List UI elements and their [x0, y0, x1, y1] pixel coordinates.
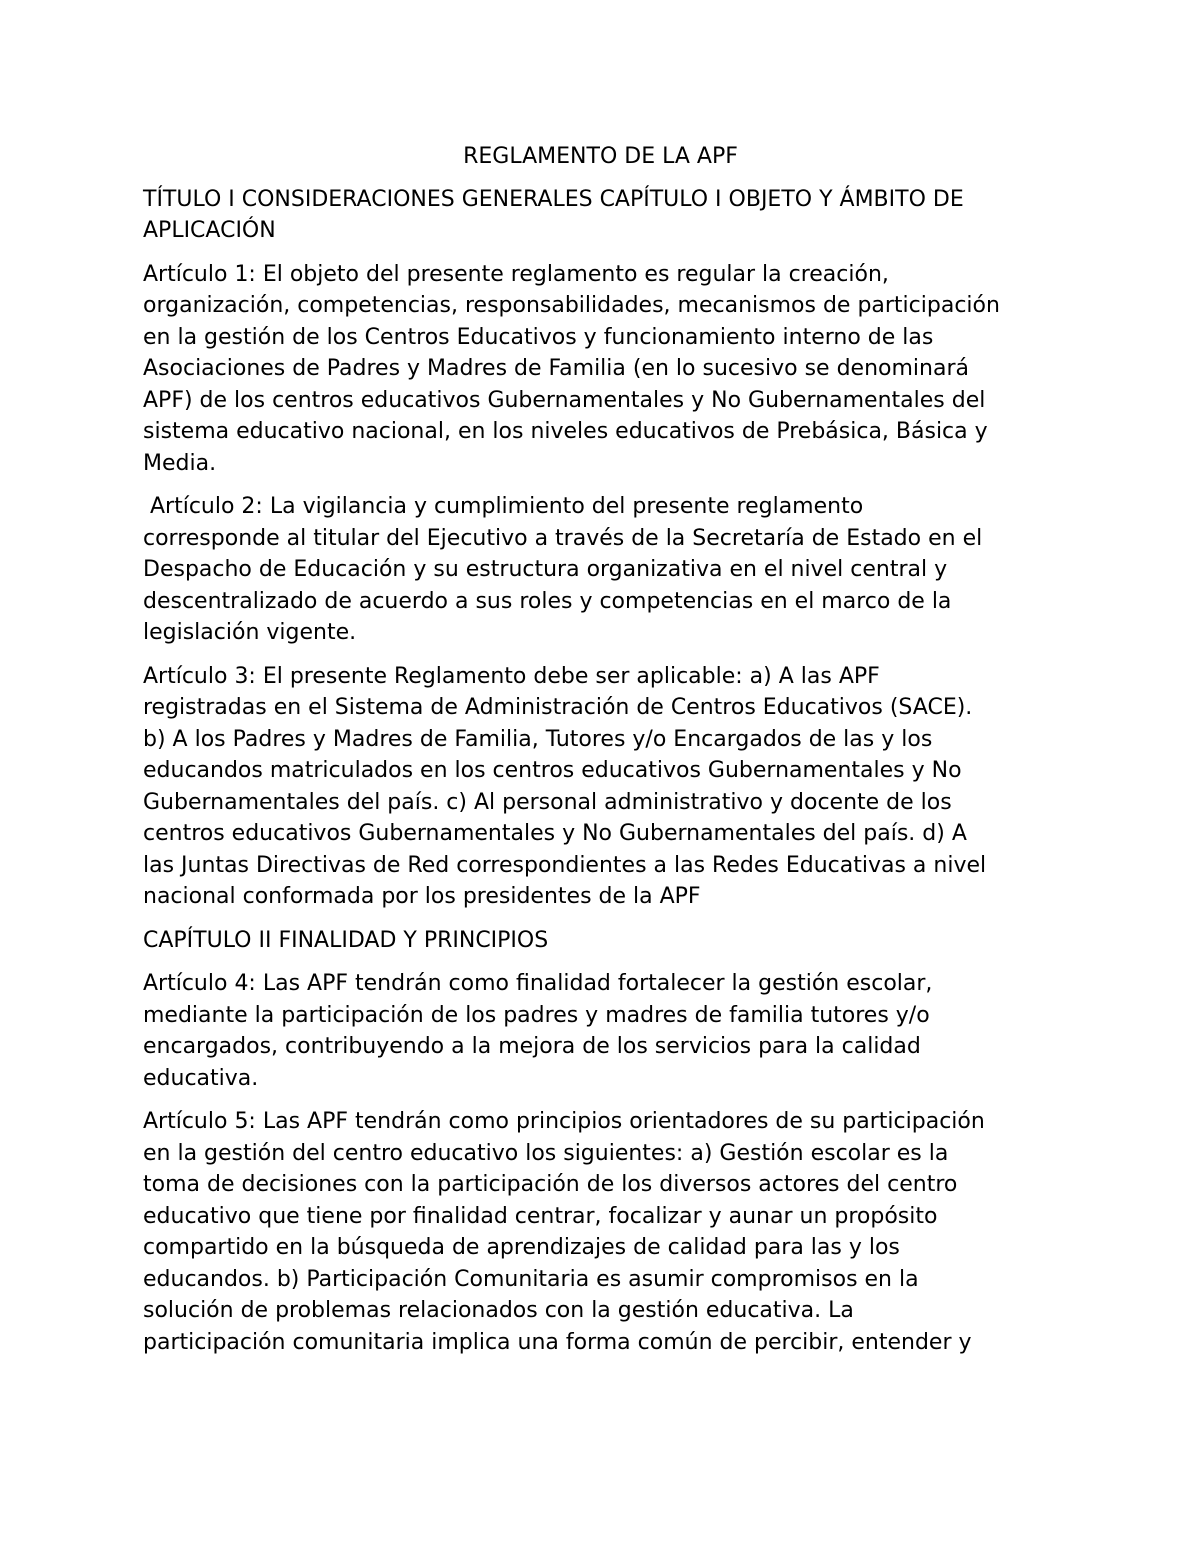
- paragraph-line: solución de problemas relacionados con la gestión educativa. La: [143, 1298, 854, 1323]
- document-title: REGLAMENTO DE LA APF: [463, 144, 738, 169]
- paragraph-line: b) A los Padres y Madres de Familia, Tutores y/o Encargados de las y los: [143, 726, 933, 752]
- document-body: [143, 141, 1083, 1370]
- paragraph-line: participación comunitaria implica una forma común de percibir, entender y: [143, 1329, 972, 1355]
- paragraph-line: Artículo 5: Las APF tendrán como principios orientadores de su participación: [143, 1109, 985, 1134]
- paragraph-line: educandos matriculados en los centros educativos Gubernamentales y No: [143, 758, 962, 783]
- paragraph-line: compartido en la búsqueda de aprendizajes de calidad para las y los: [143, 1235, 900, 1260]
- paragraph-line: las Juntas Directivas de Red correspondientes a las Redes Educativas a nivel: [143, 852, 987, 878]
- paragraph-line: nacional conformada por los presidentes de la APF: [143, 884, 701, 909]
- paragraph-line: Asociaciones de Padres y Madres de Familia (en lo sucesivo se denominará: [143, 356, 969, 381]
- paragraph-line: toma de decisiones con la participación de los diversos actores del centro: [143, 1172, 958, 1197]
- paragraph-line: Artículo 1: El objeto del presente reglamento es regular la creación,: [143, 261, 889, 287]
- paragraph-line: registradas en el Sistema de Administración de Centros Educativos (SACE).: [143, 695, 973, 720]
- paragraph-line: sistema educativo nacional, en los niveles educativos de Prebásica, Básica y: [143, 419, 988, 444]
- paragraph-line: TÍTULO I CONSIDERACIONES GENERALES CAPÍTULO I OBJETO Y ÁMBITO DE: [143, 186, 964, 212]
- paragraph-line: Despacho de Educación y su estructura organizativa en el nivel central y: [143, 557, 948, 582]
- paragraph-line: descentralizado de acuerdo a sus roles y competencias en el marco de la: [143, 588, 952, 614]
- paragraph-line: centros educativos Gubernamentales y No Gubernamentales del país. d) A: [143, 821, 967, 846]
- paragraph-list: [143, 184, 1083, 1359]
- paragraph-line: legislación vigente.: [143, 620, 357, 645]
- paragraph-line: organización, competencias, responsabilidades, mecanismos de participación: [143, 293, 1000, 318]
- paragraph-line: corresponde al titular del Ejecutivo a través de la Secretaría de Estado en el: [143, 525, 983, 551]
- paragraph-capitulo-2: [143, 925, 1083, 957]
- paragraph-line: APLICACIÓN: [143, 218, 276, 243]
- paragraph-line: APF) de los centros educativos Gubernamentales y No Gubernamentales del: [143, 387, 986, 413]
- paragraph-articulo-4: [143, 968, 1083, 1094]
- paragraph-line: educativa.: [143, 1065, 259, 1091]
- paragraph-line: mediante la participación de los padres y madres de familia tutores y/o: [143, 1002, 930, 1028]
- paragraph-articulo-1: [143, 259, 1083, 480]
- paragraph-articulo-2: [143, 491, 1083, 649]
- paragraph-line: Artículo 4: Las APF tendrán como finalidad fortalecer la gestión escolar,: [143, 971, 933, 996]
- paragraph-line: Artículo 3: El presente Reglamento debe ser aplicable: a) A las APF: [143, 663, 880, 689]
- paragraph-line: Gubernamentales del país. c) Al personal administrativo y docente de los: [143, 789, 952, 815]
- paragraph-line: educativo que tiene por finalidad centrar, focalizar y aunar un propósito: [143, 1203, 938, 1229]
- paragraph-line: en la gestión del centro educativo los siguientes: a) Gestión escolar es la: [143, 1140, 949, 1166]
- paragraph-line: CAPÍTULO II FINALIDAD Y PRINCIPIOS: [143, 927, 549, 953]
- paragraph-line: encargados, contribuyendo a la mejora de los servicios para la calidad: [143, 1034, 921, 1059]
- paragraph-line: Artículo 2: La vigilancia y cumplimiento del presente reglamento: [143, 494, 864, 519]
- paragraph-titulo-1: [143, 184, 1083, 247]
- paragraph-line: en la gestión de los Centros Educativos y funcionamiento interno de las: [143, 324, 934, 350]
- paragraph-line: educandos. b) Participación Comunitaria es asumir compromisos en la: [143, 1266, 919, 1292]
- paragraph-articulo-5: [143, 1106, 1083, 1358]
- paragraph-line: Media.: [143, 450, 217, 476]
- paragraph-articulo-3: [143, 661, 1083, 913]
